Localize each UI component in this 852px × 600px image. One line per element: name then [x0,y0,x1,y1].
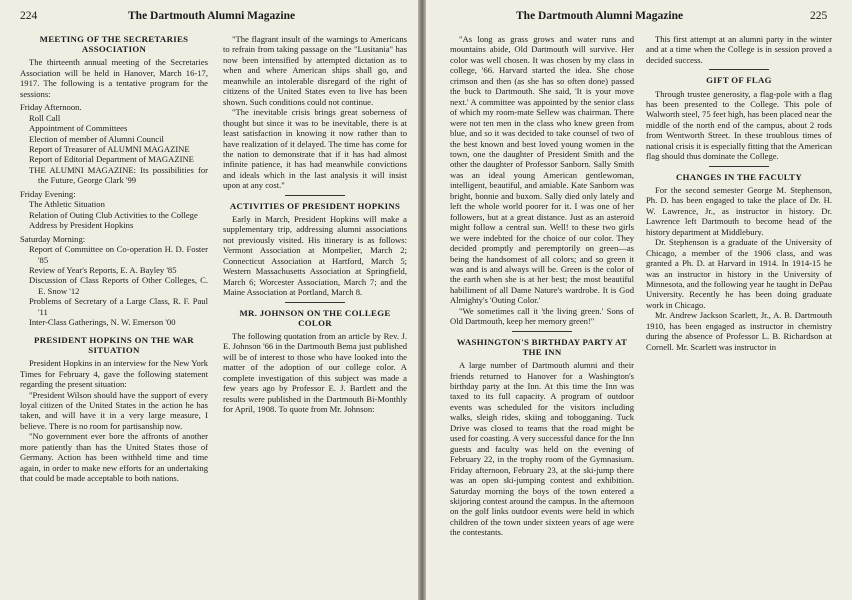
left-magazine-title: The Dartmouth Alumni Magazine [128,10,296,22]
program-item: The Athletic Situation [29,199,105,210]
johnson-heading: MR. JOHNSON ON THE COLLEGE COLOR [239,307,391,328]
section-divider [512,331,572,332]
activities-paragraph: Early in March, President Hopkins will make a supplementary trip, addressing alumni associations not previously visited. His itinerary is as follows: Vermont Association at Montpelier, March 2; Connecticut Association at Hartford, March 5; Western Massachusetts Association at Springfield, March 6; Worcester Association, March 7; and the Maine Association at Portland, March 8. [223,214,407,298]
left-page-number: 224 [20,10,38,22]
left-column-1 [20,34,208,484]
right-page [426,0,852,600]
section-divider [709,69,769,70]
friday-afternoon-heading: Friday Afternoon. [20,102,82,113]
program-item: Election of member of Alumni Council [29,133,164,144]
right-column-2 [646,34,832,352]
right-magazine-title: The Dartmouth Alumni Magazine [516,10,684,22]
saturday-morning-heading: Saturday Morning: [20,233,86,244]
flag-heading: GIFT OF FLAG [706,75,772,86]
faculty-heading: CHANGES IN THE FACULTY [676,171,802,182]
program-item: Relation of Outing Club Activities to the College [29,209,198,220]
right-column-1 [450,34,634,538]
war-paragraph: "The flagrant insult of the warnings to Americans to refrain from taking passage on the "Lusitania" has now been intensified by attempted dictation as to when and where American ships shall go, and meanwhile an intolerable disregard of the right of citizens of the United States even to live has been shown. Such conditions could not continue. [223,34,407,107]
program-item: Report of Editorial Department of MAGAZINE [29,154,194,165]
birthday-heading: WASHINGTON'S BIRTHDAY PARTY AT THE INN [456,336,628,357]
war-heading: PRESIDENT HOPKINS ON THE WAR SITUATION [34,334,194,355]
saturday-morning-session [20,234,208,328]
right-page-number: 225 [810,10,828,22]
war-paragraph: "The inevitable crisis brings great soberness of thought but since it was to be inevitable, there is at least satisfaction in knowing it now rather than to have realization of it delayed. The time has come for the nation to demonstrate that if it has had almost infinite patience, it has had meanwhile convictions and ideals which in the last analysis it will insist upon at any cost." [223,107,407,191]
program-item: Roll Call [29,112,61,123]
birthday-paragraph: A large number of Dartmouth alumni and their friends returned to Hanover for a Washington's birthday party at the Inn. At this time the Inn was taxed to its full capacity. A program of outdoor events was scheduled for the visitors including walks, sleigh rides, skiing and tobogganing. Tuck Drive was closed to teams that the road might be used for coasting. A very successful dance for the Inn guests and faculty was held on the evening of February 22, in the trophy room of the Gymnasium. Friday afternoon, February 23, at the ski-jump there was an open ski-jumping contest and exhibition. Saturday morning the boys of the town entered a skijoring contest around the campus. In the afternoon on the golf links outdoor events were held in which children of the town under sixteen years of age were the contestants. [450,360,634,538]
war-paragraph: "President Wilson should have the support of every loyal citizen of the United States in the action he has taken, and will have it in a very large measure, I believe. There is no room for partisanship now. [20,389,208,431]
war-paragraph: President Hopkins in an interview for the New York Times for February 4, gave the following statement regarding the present situation: [20,358,208,390]
faculty-paragraph: Dr. Stephenson is a graduate of the University of Chicago, a member of the 1906 class, and was granted a Ph. D. at Harvard in 1914. In 1914-15 he was an instructor in history in the University of Minnesota, and the following year he taught in DePau University. Recently he has been doing graduate work in Chicago. [646,237,832,310]
program-item: Problems of Secretary of a Large Class, R. F. Paul '11 [29,296,208,317]
program-item: Review of Year's Reports, E. A. Bayley '85 [29,265,177,276]
program-item: Inter-Class Gatherings, N. W. Emerson '00 [29,317,176,328]
birthday-paragraph: This first attempt at an alumni party in the winter and at a time when the College is in session proved a decided success. [646,34,832,65]
program-item: Discussion of Class Reports of Other Colleges, C. E. Snow '12 [29,275,208,296]
section-divider [285,302,345,303]
program-item: Appointment of Committees [29,123,128,134]
program-item: Address by President Hopkins [29,220,134,231]
program-item: Report of Treasurer of ALUMNI MAGAZINE [29,144,190,155]
activities-heading: ACTIVITIES OF PRESIDENT HOPKINS [229,200,401,211]
secretaries-intro: The thirteenth annual meeting of the Secretaries Association will be held in Hanover, March 16-17, 1917. The following is a tentative program for the sessions: [20,57,208,99]
book-gutter [418,0,426,600]
color-quote-paragraph: "As long as grass grows and water runs and mountains abide, Old Dartmouth will survive. Her color was well chosen. It was chosen by my class in college, '66. Harvard started the idea. She chose crimson and then (as she has so often done) passed the buck to Dartmouth. She said, 'It is your move next.' A committee was appointed by the senior class of which my room-mate Sellew was chairman. There were not ten men in the class who knew green from blue, and so it was decided to take counsel of two of the best known and best loved young women in the town, one the daughter of President Smith and the other the daughter of Professor Sanborn. Sally Smith was an ideal young American gentlewoman, intelligent, beautiful, and amiable. Kate Sanborn was bright, bonnie and buxom. Sally died only lately and left the whole world poorer for it. I was one of her followers, but at a great distance. Just as an asteroid might follow a central sun. Well! to these two girls we were indebted for the choice of our color. They decided promptly and peremptorily on green—as being the handsomest of all colors; and so green it was and is and always will be. Green is the color of the earth when she is at her best; the most beautiful habiliment of all Dame Nature's wardrobe. It is God Almighty's 'Outing Color.' [450,34,634,306]
section-divider [709,166,769,167]
left-column-2 [223,34,407,415]
war-paragraph: "No government ever bore the affronts of another more patiently than has the United States those of Germany. Action has been withheld time and time again, in order to make new efforts for an undertaking that could be made acceptable to both nations. [20,431,208,484]
friday-afternoon-session [20,102,208,186]
flag-paragraph: Through trustee generosity, a flag-pole with a flag has been presented to the College. This pole of Walworth steel, 75 feet high, has been placed near the middle of the north end of the campus, about 2 rods from Wentworth Street. In these troublous times of national crisis it is especially fitting that the American flag should thus dominate the College. [646,88,832,162]
friday-evening-heading: Friday Evening: [20,188,76,199]
johnson-paragraph: The following quotation from an article by Rev. J. E. Johnson '66 in the Dartmouth Bema just published will be of interest to those who have looked into the matter of the adoption of our college color. A complete investigation of this subject was made a few years ago by Professor E. J. Bartlett and the results were published in the Dartmouth Bi-Monthly for April, 1908. To quote from Mr. Johnson: [223,331,407,415]
faculty-paragraph: For the second semester George M. Stephenson, Ph. D. has been engaged to take the place of Dr. H. W. Lawrence, Jr., as instructor in history. Dr. Lawrence left Dartmouth to become head of the history department at Middlebury. [646,184,832,237]
friday-evening-session [20,189,208,231]
program-item: THE ALUMNI MAGAZINE: Its possibilities for the Future, George Clark '99 [29,164,208,186]
left-page [0,0,418,600]
section-divider [285,195,345,196]
faculty-paragraph: Mr. Andrew Jackson Scarlett, Jr., A. B. Dartmouth 1910, has been engaged as instructor in chemistry during the absence of Professor L. B. Richardson at Cornell. Mr. Scarlett was instructor in [646,310,832,352]
secretaries-heading: MEETING OF THE SECRETARIES ASSOCIATION [39,34,189,55]
program-item: Report of Committee on Co-operation H. D. Foster '85 [29,244,208,265]
color-quote-paragraph: "We sometimes call it 'the living green.' Sons of Old Dartmouth, keep her memory green!" [450,305,634,327]
